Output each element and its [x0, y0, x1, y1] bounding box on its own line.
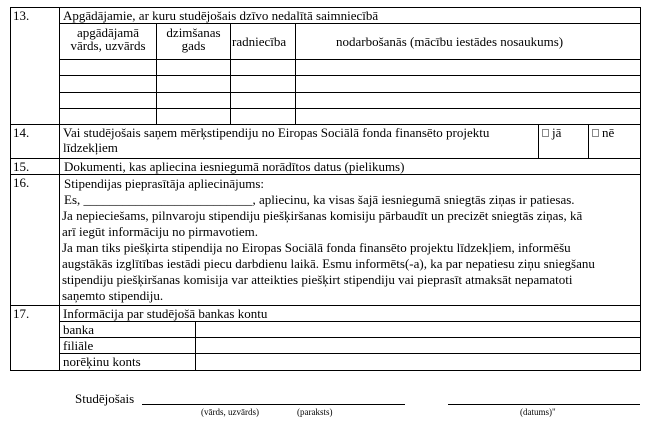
section-number: 14.: [13, 125, 30, 140]
declaration-line: Stipendijas pieprasītāja apliecinājums:: [64, 176, 265, 191]
branch-field[interactable]: [196, 338, 640, 353]
name-caption: (vārds, uzvārds): [201, 407, 259, 417]
bank-label: banka: [63, 322, 95, 337]
signature-line[interactable]: [142, 404, 405, 405]
col-header-occupation: nodarbošanās (mācību iestādes nosaukums): [336, 34, 564, 49]
table-row[interactable]: [59, 108, 641, 109]
bank-field[interactable]: [196, 322, 640, 337]
section-number: 16.: [13, 175, 30, 190]
question-text: līdzekļiem: [63, 140, 118, 155]
date-caption: (datums)": [520, 407, 556, 417]
table-row[interactable]: [59, 92, 641, 93]
declaration-line: arī iegūt informāciju no pirmavotiem.: [62, 224, 259, 239]
section-title: Apgādājamie, ar kuru studējošais dzīvo nedalītā saimniecībā: [63, 8, 379, 23]
signature-caption: (paraksts): [297, 407, 333, 417]
col-header-birth-year: dzimšanas gads: [166, 25, 221, 53]
declaration-line: Es, __________________________, apliecinu, ka visas šajā iesniegumā sniegtās ziņas ir patiesas.: [64, 192, 575, 207]
question-text: Vai studējošais saņem mērķstipendiju no Eiropas Sociālā fonda finansēto projektu: [63, 125, 490, 140]
yes-label: jā: [552, 125, 562, 140]
no-label: nē: [602, 125, 615, 140]
account-label: norēķinu konts: [63, 354, 141, 369]
section-title: Informācija par studējošā bankas kontu: [63, 306, 268, 321]
col-header-relation: radniecība: [232, 34, 287, 49]
declaration-line: saņemto stipendiju.: [62, 288, 164, 303]
branch-label: filiāle: [63, 338, 94, 353]
checkbox-yes[interactable]: [542, 129, 549, 137]
declaration-line: stipendiju piešķiršanas komisija var atteikties piešķirt stipendiju vai pieprasīt atmaksāt nepamatoti: [62, 272, 573, 287]
account-field[interactable]: [196, 354, 640, 370]
declaration-line: augstākās izglītības iestādi piecu darbdienu laikā. Esmu informēts(-a), ka par nepatiesu ziņu sniegšanu: [62, 256, 595, 271]
section-number: 13.: [13, 8, 30, 23]
documents-text: Dokumenti, kas apliecina iesniegumā norādītos datus (pielikums): [64, 159, 405, 174]
col-header-name: apgādājamā vārds, uzvārds: [70, 25, 146, 53]
student-label: Studējošais: [75, 391, 135, 406]
declaration-line: Ja nepieciešams, pilnvaroju stipendiju piešķiršanas komisiju pārbaudīt un precizēt sniegtās ziņas, kā: [62, 208, 583, 223]
section-number: 17.: [13, 306, 30, 321]
checkbox-no[interactable]: [592, 129, 599, 137]
table-row[interactable]: [59, 75, 641, 76]
table-row[interactable]: [59, 59, 641, 60]
declaration-line: Ja man tiks piešķirta stipendija no Eiropas Sociālā fonda finansēto projektu līdzekļiem, informēšu: [62, 240, 571, 255]
section-number: 15.: [13, 159, 30, 174]
divider: [59, 7, 60, 371]
